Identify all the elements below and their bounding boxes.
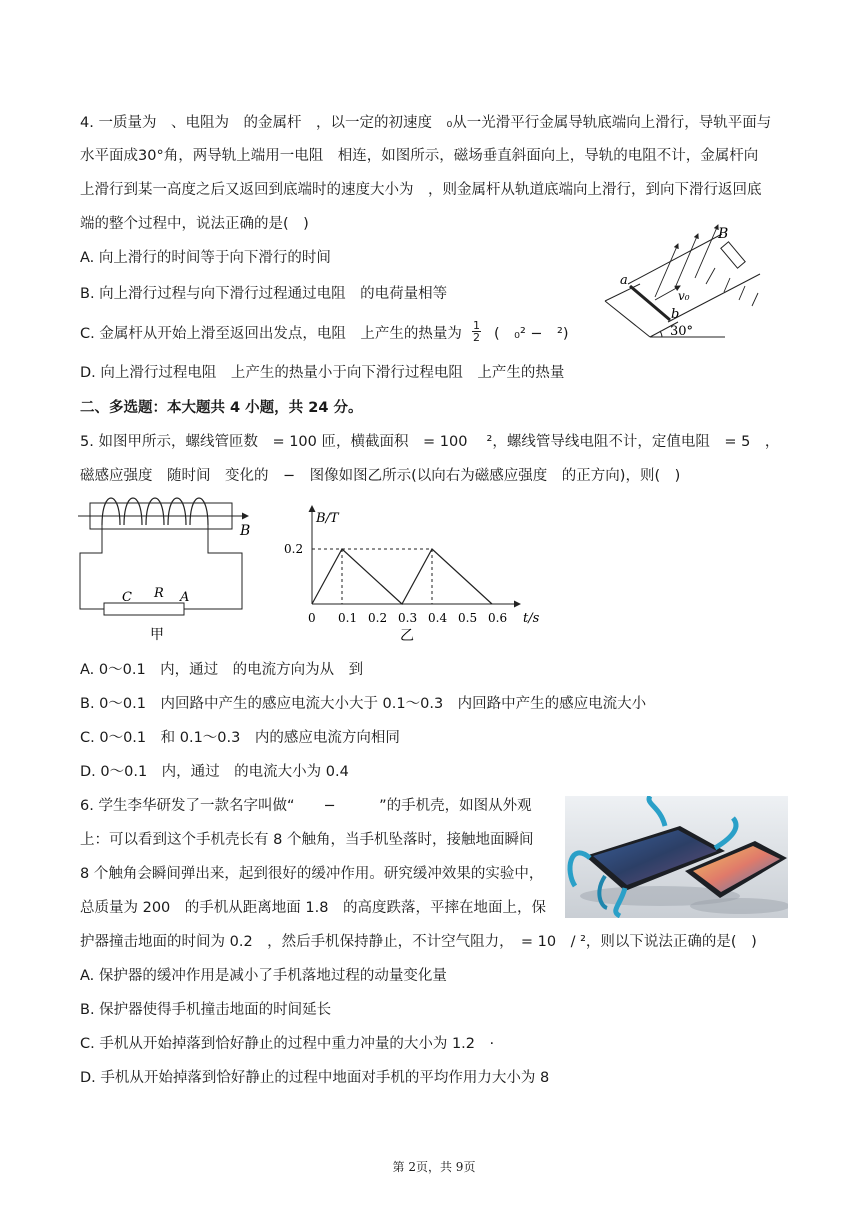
q4-line2: 水平面成30°角，两导轨上端用一电阻 相连，如图所示，磁场垂直斜面向上，导轨的电阻不计，金属杆向	[80, 148, 759, 164]
fraction-denominator: 2	[473, 331, 480, 344]
label-angle: 30°	[670, 324, 694, 339]
q6-option-a: A. 保护器的缓冲作用是减小了手机落地过程的动量变化量	[80, 968, 447, 984]
q4-option-a: A. 向上滑行的时间等于向下滑行的时间	[80, 250, 331, 266]
magnetic-field-lines	[655, 225, 758, 306]
section-2-heading: 二、多选题：本大题共 4 小题，共 24 分。	[80, 400, 363, 416]
q4-line1: 4. 一质量为 、电阻为 的金属杆 ，以一定的初速度 ₀从一光滑平行金属导轨底端向上滑行，导轨平面与	[80, 115, 772, 131]
q5-line1: 5. 如图甲所示，螺线管匝数 = 100 匝，横截面积 = 100 ²，螺线管导线电阻不计，定值电阻 = 5 ，	[80, 434, 780, 450]
q5-option-c: C. 0～0.1 和 0.1～0.3 内的感应电流方向相同	[80, 730, 400, 746]
q4-option-b: B. 向上滑行过程与向下滑行过程通过电阻 的电荷量相等	[80, 286, 448, 302]
q4-option-d: D. 向上滑行过程电阻 上产生的热量小于向下滑行过程电阻 上产生的热量	[80, 365, 565, 381]
fraction-numerator: 1	[473, 319, 480, 332]
series-line	[312, 549, 492, 604]
solenoid-circuit-diagram	[78, 495, 260, 645]
q6-option-d: D. 手机从开始掉落到恰好静止的过程中地面对手机的平均作用力大小为 8	[80, 1070, 550, 1086]
q6-line3: 8 个触角会瞬间弹出来，起到很好的缓冲作用。研究缓冲效果的实验中，	[80, 866, 544, 882]
phone-case-photo	[565, 796, 788, 918]
q5-option-a: A. 0～0.1 内，通过 的电流方向为从 到	[80, 662, 364, 678]
caption-jia: 甲	[150, 627, 164, 643]
q4-rail-diagram	[600, 222, 770, 342]
resistor	[721, 242, 745, 268]
x-tick-label: 0.5	[458, 611, 478, 625]
label-v0: v₀	[678, 289, 690, 303]
q4-option-c-fraction	[472, 320, 481, 343]
q6-line2: 上：可以看到这个手机壳长有 8 个触角，当手机坠落时，接触地面瞬间	[80, 832, 534, 848]
label-r: R	[154, 586, 164, 601]
q4-line4: 端的整个过程中，说法正确的是( )	[80, 216, 309, 232]
q6-line5: 护器撞击地面的时间为 0.2 ，然后手机保持静止，不计空气阻力， = 10 / ²，则以下说法正确的是( )	[80, 934, 757, 950]
metal-rod	[630, 286, 670, 320]
q4-line3: 上滑行到某一高度之后又返回到底端时的速度大小为 ，则金属杆从轨道底端向上滑行，到向下滑行返回底	[80, 182, 762, 198]
y-axis-label: B/T	[316, 511, 339, 526]
q6-line4: 总质量为 200 的手机从距离地面 1.8 的高度跌落，平摔在地面上，保	[80, 900, 546, 916]
label-b: B	[240, 523, 251, 539]
x-tick-label: 0.2	[368, 611, 388, 625]
resistor-r	[104, 603, 184, 615]
label-c: C	[122, 590, 132, 605]
y-tick-label: 0.2	[284, 542, 304, 556]
caption-yi: 乙	[400, 628, 414, 644]
q4-option-c: C. 金属杆从开始上滑至返回出发点，电阻 上产生的热量为	[80, 326, 462, 342]
x-tick-label: 0.4	[428, 611, 448, 625]
x-tick-label: 0.1	[338, 611, 358, 625]
q5-line2: 磁感应强度 随时间 变化的 − 图像如图乙所示(以向右为磁感应强度 的正方向)，则( )	[80, 468, 681, 484]
label-b-field: B	[718, 226, 729, 242]
q6-option-c: C. 手机从开始掉落到恰好静止的过程中重力冲量的大小为 1.2 ·	[80, 1036, 495, 1052]
label-b-point: b	[671, 307, 680, 322]
q5-option-d: D. 0～0.1 内，通过 的电流大小为 0.4	[80, 764, 349, 780]
x-tick-label: 0.3	[398, 611, 418, 625]
x-tick-label: 0	[308, 611, 316, 625]
x-tick-label: 0.6	[488, 611, 508, 625]
q6-option-b: B. 保护器使得手机撞击地面的时间延长	[80, 1002, 332, 1018]
label-a: A	[180, 590, 190, 605]
label-a: a	[620, 273, 628, 288]
b-t-graph	[280, 500, 550, 645]
x-axis-label: t/s	[523, 611, 540, 626]
q6-line1: 6. 学生李华研发了一款名字叫做“ − ”的手机壳，如图从外观	[80, 798, 532, 814]
rails	[628, 234, 760, 322]
q4-option-c-expression: ( ₀² − ²)	[494, 326, 569, 342]
page-footer: 第 2页，共 9页	[392, 1160, 476, 1174]
incline-ground	[605, 284, 725, 337]
angle-arc	[660, 331, 662, 337]
q5-option-b: B. 0～0.1 内回路中产生的感应电流大小大于 0.1～0.3 内回路中产生的感应电流大小	[80, 696, 647, 712]
